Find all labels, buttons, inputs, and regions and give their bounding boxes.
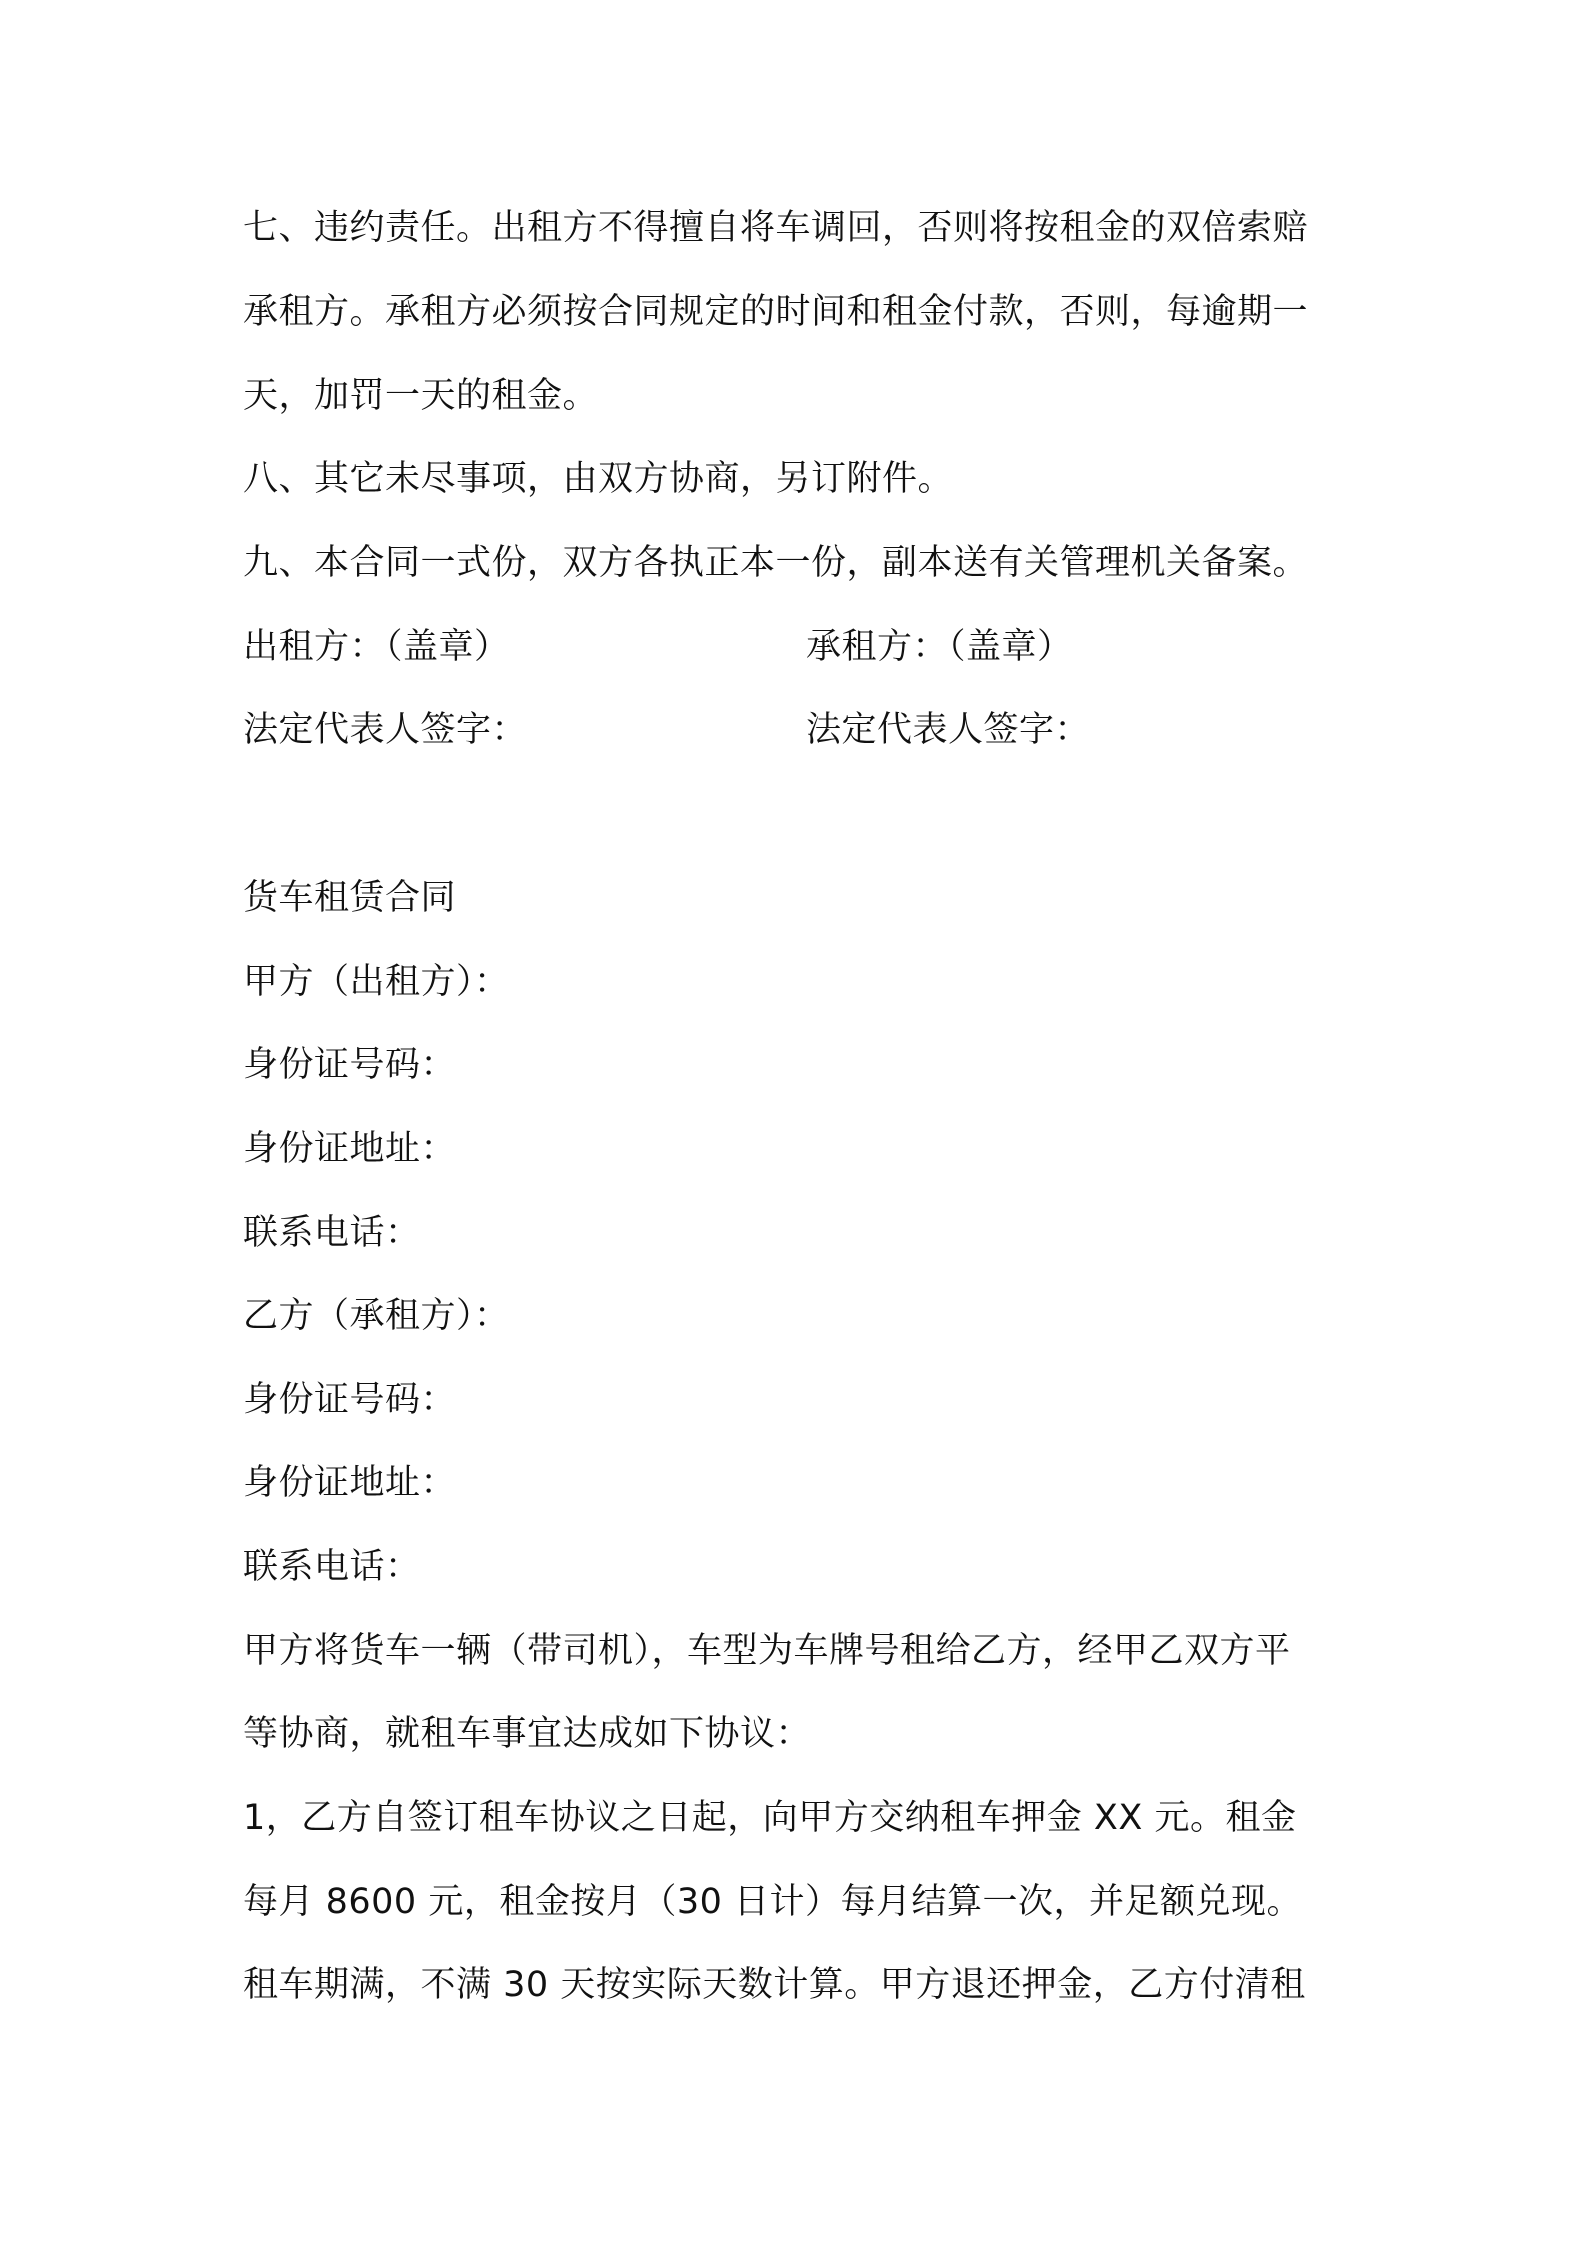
party-b-id-label: 身份证号码： (243, 1380, 457, 1420)
term-1-line-1: 1，乙方自签订租车协议之日起，向甲方交纳租车押金 XX 元。租金 (243, 1798, 1297, 1838)
term-1-line-3: 租车期满，不满 30 天按实际天数计算。甲方退还押金，乙方付清租 (243, 1965, 1306, 2005)
party-a-id-label: 身份证号码： (243, 1045, 457, 1085)
party-b-phone-label: 联系电话： (243, 1547, 421, 1587)
lessor-seal-label: 出租方：（盖章） (243, 627, 510, 667)
clause-7-line-2: 承租方。承租方必须按合同规定的时间和租金付款，否则，每逾期一 (243, 292, 1309, 332)
lessor-representative-label: 法定代表人签字： (243, 710, 528, 750)
clause-8: 八、其它未尽事项，由双方协商，另订附件。 (243, 459, 954, 499)
clause-7-line-1: 七、违约责任。出租方不得擅自将车调回，否则将按租金的双倍索赔 (243, 208, 1309, 248)
clause-7-line-3: 天，加罚一天的租金。 (243, 376, 599, 416)
party-b-address-label: 身份证地址： (243, 1463, 457, 1503)
party-b-label: 乙方（承租方）： (243, 1296, 510, 1336)
intro-line-2: 等协商，就租车事宜达成如下协议： (243, 1714, 812, 1754)
term-1-line-2: 每月 8600 元，租金按月（30 日计）每月结算一次，并足额兑现。 (243, 1882, 1302, 1922)
lessee-representative-label: 法定代表人签字： (806, 710, 1091, 750)
lessee-seal-label: 承租方：（盖章） (806, 627, 1073, 667)
party-a-address-label: 身份证地址： (243, 1129, 457, 1169)
party-a-phone-label: 联系电话： (243, 1213, 421, 1253)
clause-9: 九、本合同一式份，双方各执正本一份，副本送有关管理机关备案。 (243, 543, 1309, 583)
party-a-label: 甲方（出租方）： (243, 962, 510, 1002)
intro-line-1: 甲方将货车一辆（带司机），车型为车牌号租给乙方，经甲乙双方平 (243, 1631, 1291, 1671)
contract-title: 货车租赁合同 (243, 878, 457, 918)
